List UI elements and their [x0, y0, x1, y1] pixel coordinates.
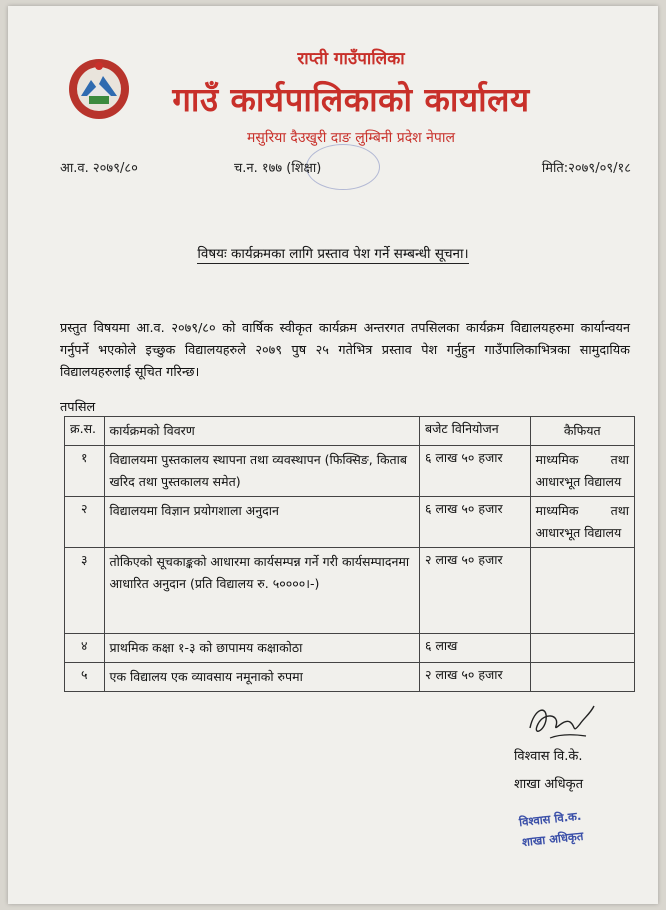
table-row [65, 497, 635, 548]
list-label: तपसिल [60, 400, 96, 415]
row-sn: ५ [65, 663, 105, 692]
header-sn: क्र.स. [65, 417, 105, 446]
remark-line [536, 449, 629, 471]
remark-line: आधारभूत विद्यालय [535, 525, 622, 540]
table-row [65, 446, 635, 497]
remark-line [536, 500, 629, 522]
row-sn: २ [65, 497, 105, 548]
stamp-signatory-title: शाखा अधिकृत [521, 828, 584, 850]
row-sn: ३ [65, 548, 105, 634]
reference-number: च.न. १७७ (शिक्षा) [234, 161, 322, 176]
row-budget: २ लाख ५० हजार [419, 548, 530, 634]
office-name: गाउँ कार्यपालिकाको कार्यालय [172, 80, 530, 119]
fiscal-year: आ.व. २०७९/८० [60, 161, 138, 176]
row-remarks [530, 446, 634, 497]
subject-line [8, 244, 658, 262]
row-budget: ६ लाख [419, 634, 530, 663]
row-description: विद्यालयमा विज्ञान प्रयोगशाला अनुदान [104, 497, 419, 548]
header-remarks: कैफियत [530, 417, 634, 446]
header-budget: बजेट विनियोजन [419, 417, 530, 446]
remark-word: माध्यमिक [535, 503, 579, 518]
table-header-row [65, 417, 635, 446]
row-budget: ६ लाख ५० हजार [419, 497, 530, 548]
row-remarks [530, 548, 634, 634]
header-description: कार्यक्रमको विवरण [104, 417, 419, 446]
subject-text: विषयः कार्यक्रमका लागि प्रस्ताव पेश गर्ने सम्बन्धी सूचना। [197, 246, 469, 262]
row-remarks [530, 663, 634, 692]
row-description: तोकिएको सूचकाङ्कको आधारमा कार्यसम्पन्न गर्ने गरी कार्यसम्पादनमा आधारित अनुदान (प्रति विद्यालय रु. ५००००।-) [104, 548, 419, 634]
row-remarks [530, 634, 634, 663]
remark-word: तथा [610, 503, 629, 518]
notice-date: मिति:२०७९/०९/१८ [541, 161, 631, 176]
municipality-name: राप्ती गाउँपालिका [297, 49, 405, 69]
row-sn: ४ [65, 634, 105, 663]
notice-body: प्रस्तुत विषयमा आ.व. २०७९/८० को वार्षिक स्वीकृत कार्यक्रम अन्तरगत तपसिलका कार्यक्रम विद्यालयहरुमा कार्यान्वयन गर्नुपर्ने भएकोले इच्छुक विद्यालयहरुले २०७९ पुष २५ गतेभित्र प्रस्ताव पेश गर्नुहुन गाउँपालिकाभित्रका सामुदायिक विद्यालयहरुलाई सूचित गरिन्छ। [60, 321, 630, 380]
remark-line: आधारभूत विद्यालय [535, 474, 622, 489]
row-remarks [530, 497, 634, 548]
table-row [65, 634, 635, 663]
row-description: एक विद्यालय एक व्यावसाय नमूनाको रुपमा [104, 663, 419, 692]
signatory-title: शाखा अधिकृत [514, 777, 584, 792]
notice-document [8, 6, 658, 904]
signatory-name: विश्वास वि.के. [514, 749, 583, 764]
row-description: प्राथमिक कक्षा १-३ को छापामय कक्षाकोठा [104, 634, 419, 663]
row-budget: ६ लाख ५० हजार [419, 446, 530, 497]
row-description: विद्यालयमा पुस्तकालय स्थापना तथा व्यवस्थापन (फिक्सिङ, किताब खरिद तथा पुस्तकालय समेत) [104, 446, 419, 497]
office-address: मसुरिया दैउखुरी दाङ लुम्बिनी प्रदेश नेपाल [247, 130, 455, 146]
signature-icon [520, 698, 600, 748]
remark-word: तथा [610, 452, 629, 467]
program-table [64, 416, 635, 692]
stamp-signatory-name: विश्वास वि.क. [518, 808, 582, 830]
row-sn: १ [65, 446, 105, 497]
remark-word: माध्यमिक [535, 452, 579, 467]
table-row [65, 663, 635, 692]
row-budget: २ लाख ५० हजार [419, 663, 530, 692]
table-row [65, 548, 635, 634]
